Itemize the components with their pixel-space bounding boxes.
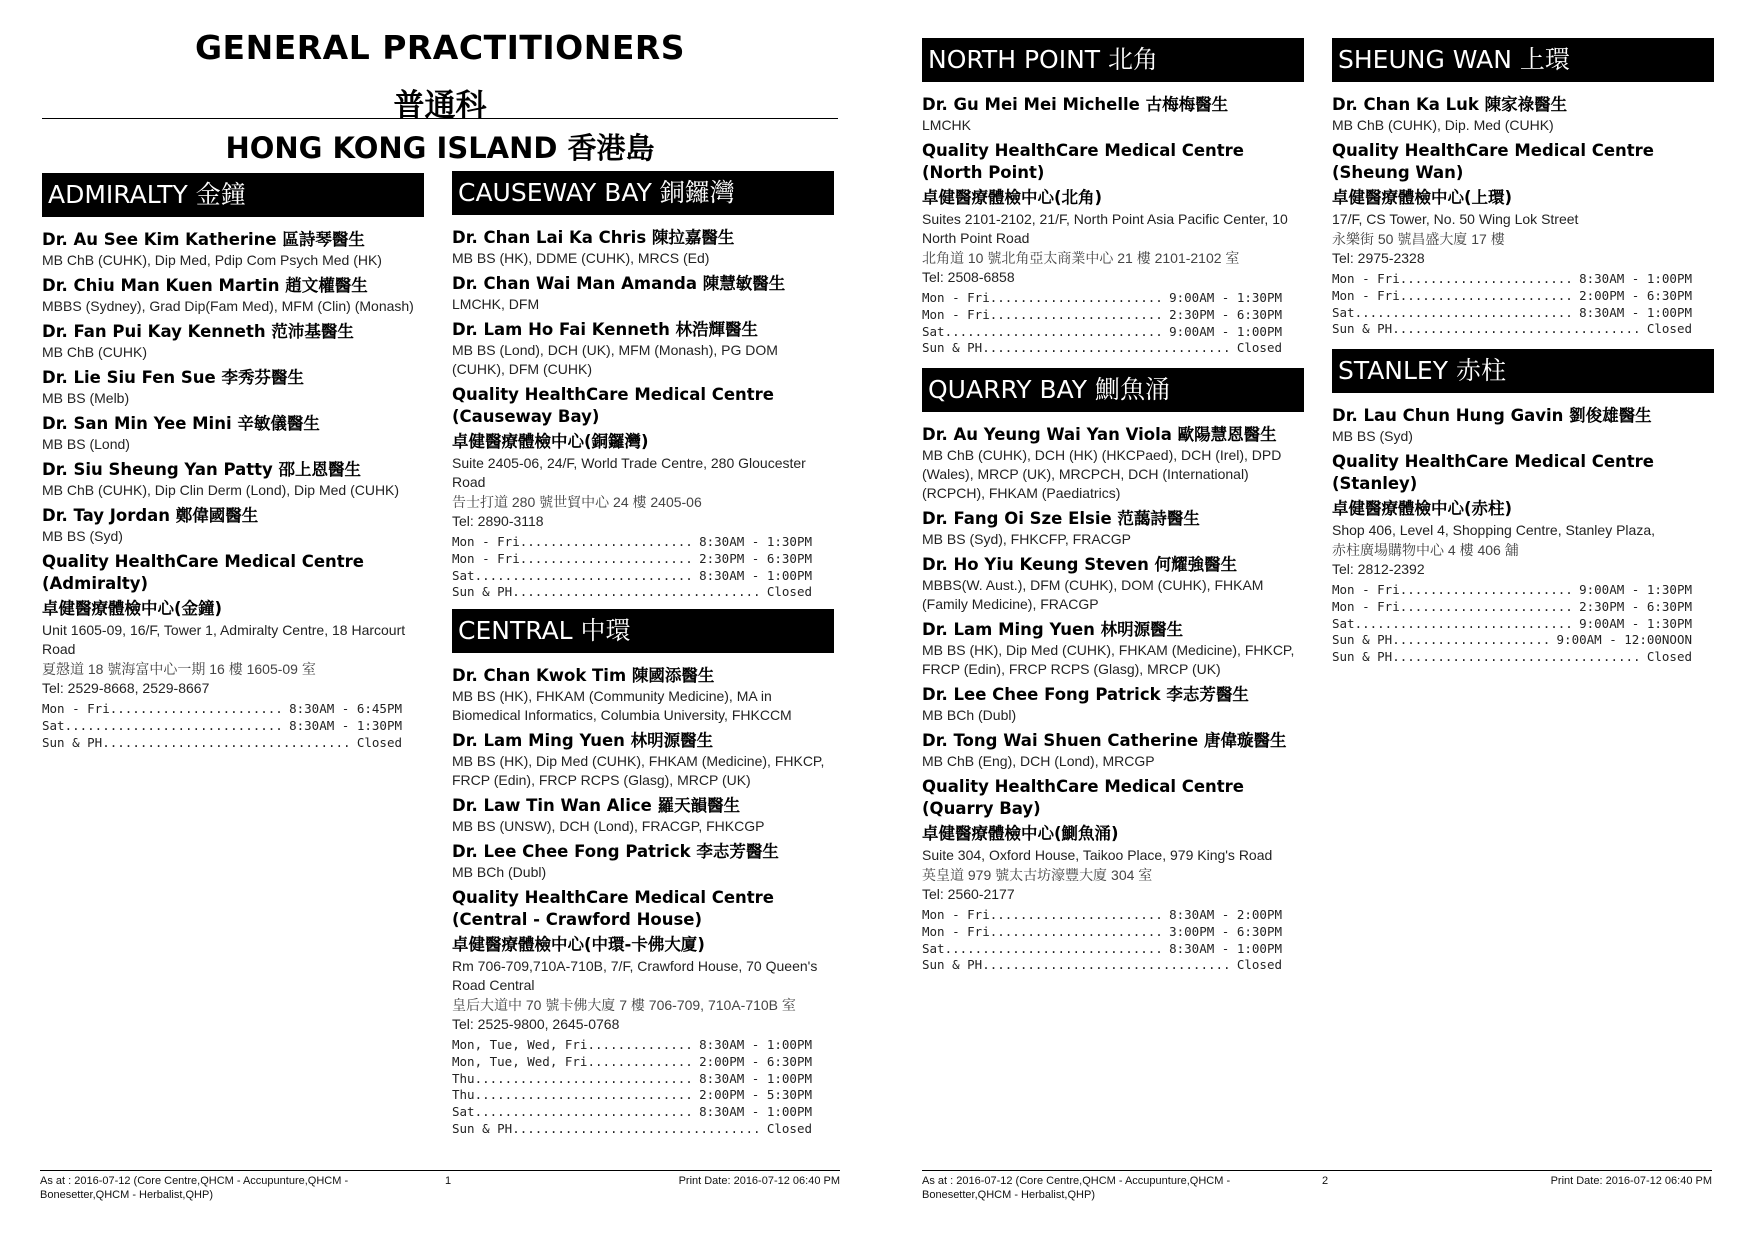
footer-print-date: Print Date: 2016-07-12 06:40 PM xyxy=(1550,1175,1712,1187)
section-admiralty xyxy=(42,173,424,751)
doctor-name: Dr. Lee Chee Fong Patrick 李志芳醫生 xyxy=(922,685,1249,704)
doctor-qualifications: MB ChB (CUHK) xyxy=(42,344,148,360)
hours-leader-dots xyxy=(1400,288,1575,305)
section-north-point xyxy=(922,38,1304,357)
clinic-name: Quality HealthCare Medical Centre (Admiralty) xyxy=(42,552,364,593)
hours-time: Closed xyxy=(766,584,812,600)
hours-day: Mon - Fri xyxy=(922,907,990,922)
hours-row xyxy=(452,1037,812,1054)
clinic-info xyxy=(452,887,834,1138)
doctor-qualifications: MB ChB (CUHK), Dip Clin Derm (Lond), Dip Med (CUHK) xyxy=(42,482,400,498)
doctor-entry xyxy=(922,619,1304,679)
doctor-qualifications: MBBS (Sydney), Grad Dip(Fam Med), MFM (Clin) (Monash) xyxy=(42,298,414,314)
clinic-name: Quality HealthCare Medical Centre (Quarry Bay) xyxy=(922,777,1244,818)
doctor-name: Dr. Au See Kim Katherine 區詩琴醫生 xyxy=(42,230,365,249)
footer-page-number: 1 xyxy=(445,1175,452,1187)
doctor-name: Dr. Tay Jordan 鄭偉國醫生 xyxy=(42,506,259,525)
clinic-address: Unit 1605-09, 16/F, Tower 1, Admiralty Centre, 18 Harcourt Road xyxy=(42,622,406,657)
region-heading: HONG KONG ISLAND 香港島 xyxy=(225,131,655,165)
hours-day: Mon - Fri xyxy=(452,550,520,566)
clinic-name: Quality HealthCare Medical Centre (Central - Crawford House) xyxy=(452,888,774,929)
clinic-telephone: Tel: 2812-2392 xyxy=(1332,561,1425,577)
clinic-address-chinese: 赤柱廣場購物中心 4 樓 406 舖 xyxy=(1332,542,1519,558)
hours-day: Mon - Fri xyxy=(1332,582,1400,597)
hours-time: 2:00PM - 6:30PM xyxy=(1579,287,1692,303)
clinic-address-chinese: 北角道 10 號北角亞太商業中心 21 樓 2101-2102 室 xyxy=(922,250,1240,266)
doctor-entry xyxy=(922,94,1304,135)
hours-row xyxy=(452,584,812,601)
hours-day: Sat xyxy=(922,940,945,956)
doctor-qualifications: MB BCh (Dubl) xyxy=(922,707,1017,723)
hours-leader-dots xyxy=(982,957,1233,974)
hours-row xyxy=(1332,582,1692,599)
opening-hours xyxy=(42,701,424,751)
clinic-telephone: Tel: 2529-8668, 2529-8667 xyxy=(42,680,210,696)
doctor-entry xyxy=(42,413,424,454)
hours-leader-dots xyxy=(982,340,1233,357)
page-title-chinese: 普通科 xyxy=(393,88,487,124)
hours-time: 8:30AM - 1:00PM xyxy=(699,1070,812,1086)
doctor-name: Dr. Au Yeung Wai Yan Viola 歐陽慧恩醫生 xyxy=(922,425,1277,444)
doctor-name: Dr. Law Tin Wan Alice 羅天韻醫生 xyxy=(452,796,741,815)
hours-row xyxy=(452,1054,812,1071)
hours-day: Thu xyxy=(452,1087,475,1103)
hours-row xyxy=(452,551,812,568)
doctor-entry xyxy=(42,505,424,546)
hours-leader-dots xyxy=(945,941,1166,958)
hours-leader-dots xyxy=(1392,632,1552,649)
hours-time: 2:00PM - 5:30PM xyxy=(699,1087,812,1103)
hours-day: Sat xyxy=(42,717,65,733)
hours-time: 8:30AM - 1:00PM xyxy=(699,567,812,583)
doctor-qualifications: MB ChB (CUHK), Dip. Med (CUHK) xyxy=(1332,117,1554,133)
doctor-name: Dr. Lau Chun Hung Gavin 劉俊雄醫生 xyxy=(1332,406,1652,425)
hours-day: Sun & PH xyxy=(1332,649,1393,665)
hours-day: Sat xyxy=(922,323,945,339)
doctor-name: Dr. Chan Ka Luk 陳家祿醫生 xyxy=(1332,95,1568,114)
hours-day: Sun & PH xyxy=(1332,632,1393,648)
doctor-qualifications: MB BS (Lond), DCH (UK), MFM (Monash), PG DOM (CUHK), DFM (CUHK) xyxy=(452,342,778,377)
hours-day: Sun & PH xyxy=(1332,321,1393,337)
doctor-entry xyxy=(452,730,834,790)
hours-row xyxy=(452,534,812,551)
hours-time: Closed xyxy=(1646,321,1692,337)
hours-leader-dots xyxy=(587,1054,695,1071)
doctor-name: Dr. Fang Oi Sze Elsie 范藹詩醫生 xyxy=(922,509,1200,528)
doctor-name: Dr. Tong Wai Shuen Catherine 唐偉璇醫生 xyxy=(922,731,1287,750)
hours-row xyxy=(452,568,812,585)
opening-hours xyxy=(1332,271,1714,338)
hours-row xyxy=(922,290,1282,307)
hours-day: Sat xyxy=(1332,304,1355,320)
doctor-name: Dr. Siu Sheung Yan Patty 邵上恩醫生 xyxy=(42,460,362,479)
doctor-qualifications: MB ChB (Eng), DCH (Lond), MRCGP xyxy=(922,753,1155,769)
hours-time: 9:00AM - 1:30PM xyxy=(1169,290,1282,305)
hours-day: Sat xyxy=(452,567,475,583)
doctor-name: Dr. Lie Siu Fen Sue 李秀芬醫生 xyxy=(42,368,304,387)
doctor-entry xyxy=(452,795,834,836)
doctor-qualifications: MB BS (HK), FHKAM (Community Medicine), MA in Biomedical Informatics, Columbia University, FHKCCM xyxy=(452,688,792,723)
opening-hours xyxy=(922,907,1304,974)
doctor-qualifications: MB BCh (Dubl) xyxy=(452,864,547,880)
doctor-qualifications: MB BS (Syd), FHKCFP, FRACGP xyxy=(922,531,1131,547)
hours-row xyxy=(922,307,1282,324)
doctor-name: Dr. Chan Lai Ka Chris 陳拉嘉醫生 xyxy=(452,228,735,247)
clinic-address: Shop 406, Level 4, Shopping Centre, Stanley Plaza, xyxy=(1332,522,1655,538)
clinic-address-chinese: 告士打道 280 號世貿中心 24 樓 2405-06 xyxy=(452,494,702,510)
clinic-address-chinese: 皇后大道中 70 號卡佛大廈 7 樓 706-709, 710A-710B 室 xyxy=(452,997,796,1013)
hours-leader-dots xyxy=(110,701,285,718)
doctor-entry xyxy=(1332,94,1714,135)
doctor-entry xyxy=(42,275,424,316)
hours-day: Sun & PH xyxy=(452,584,513,600)
hours-time: 9:00AM - 1:30PM xyxy=(1579,582,1692,597)
section-stanley xyxy=(1332,349,1714,666)
hours-day: Thu xyxy=(452,1070,475,1086)
hours-leader-dots xyxy=(512,1121,763,1138)
hours-time: 8:30AM - 1:00PM xyxy=(1579,304,1692,320)
opening-hours xyxy=(452,1037,834,1138)
hours-row xyxy=(452,1121,812,1138)
hours-row xyxy=(452,1071,812,1088)
doctor-qualifications: MB BS (Syd) xyxy=(42,528,123,544)
clinic-telephone: Tel: 2890-3118 xyxy=(452,513,544,529)
section-heading: NORTH POINT 北角 xyxy=(922,38,1304,82)
clinic-address: 17/F, CS Tower, No. 50 Wing Lok Street xyxy=(1332,211,1579,227)
hours-leader-dots xyxy=(587,1037,695,1054)
hours-time: 8:30AM - 1:00PM xyxy=(699,1037,812,1052)
hours-time: 8:30AM - 1:30PM xyxy=(699,534,812,549)
hours-time: 8:30AM - 1:00PM xyxy=(1579,271,1692,286)
doctor-qualifications: MB ChB (CUHK), DCH (HK) (HKCPaed), DCH (Irel), DPD (Wales), MRCP (UK), MRCPCH, DCH (International) (RCPCH), FHKAM (Paediatrics) xyxy=(922,447,1282,501)
clinic-name: Quality HealthCare Medical Centre (Sheung Wan) xyxy=(1332,141,1654,182)
doctor-entry xyxy=(42,321,424,362)
section-heading: STANLEY 赤柱 xyxy=(1332,349,1714,393)
doctor-name: Dr. San Min Yee Mini 辛敏儀醫生 xyxy=(42,414,320,433)
clinic-telephone: Tel: 2975-2328 xyxy=(1332,250,1425,266)
hours-row xyxy=(1332,632,1692,649)
clinic-address: Rm 706-709,710A-710B, 7/F, Crawford House, 70 Queen's Road Central xyxy=(452,958,818,993)
hours-day: Mon - Fri xyxy=(452,534,520,549)
doctor-name: Dr. Lam Ho Fai Kenneth 林浩輝醫生 xyxy=(452,320,759,339)
doctor-name: Dr. Lam Ming Yuen 林明源醫生 xyxy=(452,731,714,750)
doctor-qualifications: MB BS (HK), Dip Med (CUHK), FHKAM (Medicine), FHKCP, FRCP (Edin), FRCP RCPS (Glasg), MRCP (UK) xyxy=(452,753,825,788)
clinic-name: Quality HealthCare Medical Centre (North Point) xyxy=(922,141,1244,182)
doctor-entry xyxy=(922,730,1304,771)
title-divider xyxy=(42,118,838,119)
clinic-info xyxy=(1332,451,1714,666)
doctor-name: Dr. Chiu Man Kuen Martin 趙文權醫生 xyxy=(42,276,368,295)
doctor-entry xyxy=(452,227,834,268)
hours-day: Mon, Tue, Wed, Fri xyxy=(452,1053,588,1069)
hours-day: Sat xyxy=(452,1104,475,1120)
hours-row xyxy=(452,1104,812,1121)
hours-row xyxy=(1332,616,1692,633)
hours-row xyxy=(922,941,1282,958)
section-heading: CENTRAL 中環 xyxy=(452,609,834,653)
doctor-qualifications: MB BS (HK), DDME (CUHK), MRCS (Ed) xyxy=(452,250,710,266)
hours-day: Mon - Fri xyxy=(922,290,990,305)
doctor-name: Dr. Fan Pui Kay Kenneth 范沛基醫生 xyxy=(42,322,354,341)
hours-row xyxy=(1332,305,1692,322)
hours-time: 8:30AM - 1:00PM xyxy=(699,1104,812,1120)
doctor-entry xyxy=(42,367,424,408)
doctor-qualifications: LMCHK xyxy=(922,117,972,133)
hours-leader-dots xyxy=(520,551,695,568)
hours-leader-dots xyxy=(1392,649,1643,666)
clinic-telephone: Tel: 2508-6858 xyxy=(922,269,1015,285)
hours-leader-dots xyxy=(990,290,1165,307)
hours-leader-dots xyxy=(102,735,353,752)
section-heading: CAUSEWAY BAY 銅鑼灣 xyxy=(452,171,834,215)
hours-leader-dots xyxy=(990,907,1165,924)
section-sheung-wan xyxy=(1332,38,1714,338)
hours-leader-dots xyxy=(512,584,763,601)
footer-page-number: 2 xyxy=(1322,1175,1329,1187)
page-footer-right xyxy=(922,1170,1712,1201)
clinic-address: Suite 304, Oxford House, Taikoo Place, 979 King's Road xyxy=(922,847,1273,863)
opening-hours xyxy=(452,534,834,601)
hours-time: Closed xyxy=(1236,957,1282,973)
doctor-qualifications: MBBS(W. Aust.), DFM (CUHK), DOM (CUHK), FHKAM (Family Medicine), FRACGP xyxy=(922,577,1264,612)
hours-time: Closed xyxy=(766,1120,812,1136)
page-footer-left xyxy=(40,1170,840,1201)
doctor-entry xyxy=(452,273,834,314)
doctor-name: Dr. Lam Ming Yuen 林明源醫生 xyxy=(922,620,1184,639)
opening-hours xyxy=(1332,582,1714,666)
footer-print-date: Print Date: 2016-07-12 06:40 PM xyxy=(678,1175,840,1187)
page-title: GENERAL PRACTITIONERS xyxy=(194,28,686,67)
clinic-name-chinese: 卓健醫療體檢中心(金鐘) xyxy=(42,599,223,618)
hours-leader-dots xyxy=(1392,321,1643,338)
clinic-telephone: Tel: 2560-2177 xyxy=(922,886,1015,902)
footer-as-at: As at : 2016-07-12 (Core Centre,QHCM - Accupunture,QHCM - Bonesetter,QHCM - Herbalist,QHP) xyxy=(40,1175,349,1201)
clinic-telephone: Tel: 2525-9800, 2645-0768 xyxy=(452,1016,620,1032)
doctor-qualifications: LMCHK, DFM xyxy=(452,296,540,312)
hours-time: 2:30PM - 6:30PM xyxy=(699,550,812,566)
hours-leader-dots xyxy=(520,534,695,551)
doctor-entry xyxy=(42,459,424,500)
hours-leader-dots xyxy=(1400,271,1575,288)
hours-row xyxy=(922,957,1282,974)
doctor-qualifications: MB BS (UNSW), DCH (Lond), FRACGP, FHKCGP xyxy=(452,818,765,834)
clinic-info xyxy=(452,384,834,601)
hours-row xyxy=(1332,288,1692,305)
section-quarry-bay xyxy=(922,368,1304,974)
doctor-name: Dr. Chan Wai Man Amanda 陳慧敏醫生 xyxy=(452,274,786,293)
hours-row xyxy=(922,924,1282,941)
hours-time: 2:30PM - 6:30PM xyxy=(1169,306,1282,322)
hours-leader-dots xyxy=(990,924,1165,941)
hours-row xyxy=(42,701,402,718)
hours-day: Sun & PH xyxy=(42,734,103,750)
hours-time: Closed xyxy=(1646,649,1692,665)
doctor-entry xyxy=(922,554,1304,614)
hours-day: Sun & PH xyxy=(452,1120,513,1136)
doctor-qualifications: MB BS (HK), Dip Med (CUHK), FHKAM (Medicine), FHKCP, FRCP (Edin), FRCP RCPS (Glasg), MRCP (UK) xyxy=(922,642,1295,677)
clinic-info xyxy=(922,140,1304,357)
doctor-qualifications: MB BS (Melb) xyxy=(42,390,130,406)
doctor-entry xyxy=(452,841,834,882)
hours-day: Mon - Fri xyxy=(1332,598,1400,614)
hours-day: Mon - Fri xyxy=(42,701,110,716)
clinic-address-chinese: 英皇道 979 號太古坊濠豐大廈 304 室 xyxy=(922,867,1153,883)
hours-time: 9:00AM - 1:00PM xyxy=(1169,323,1282,339)
hours-leader-dots xyxy=(475,1087,696,1104)
hours-time: 2:00PM - 6:30PM xyxy=(699,1053,812,1069)
doctor-name: Dr. Gu Mei Mei Michelle 古梅梅醫生 xyxy=(922,95,1229,114)
hours-leader-dots xyxy=(1355,616,1576,633)
hours-time: Closed xyxy=(1236,340,1282,356)
clinic-name-chinese: 卓健醫療體檢中心(中環-卡佛大廈) xyxy=(452,935,705,954)
hours-time: 8:30AM - 1:30PM xyxy=(289,717,402,733)
hours-row xyxy=(922,324,1282,341)
hours-day: Mon - Fri xyxy=(1332,271,1400,286)
hours-time: 8:30AM - 1:00PM xyxy=(1169,940,1282,956)
opening-hours xyxy=(922,290,1304,357)
hours-leader-dots xyxy=(65,718,286,735)
hours-row xyxy=(922,907,1282,924)
hours-leader-dots xyxy=(1400,599,1575,616)
doctor-entry xyxy=(42,229,424,270)
clinic-name-chinese: 卓健醫療體檢中心(銅鑼灣) xyxy=(452,432,649,451)
doctor-entry xyxy=(1332,405,1714,446)
hours-row xyxy=(42,735,402,752)
clinic-name-chinese: 卓健醫療體檢中心(上環) xyxy=(1332,188,1513,207)
doctor-qualifications: MB ChB (CUHK), Dip Med, Pdip Com Psych Med (HK) xyxy=(42,252,382,268)
hours-day: Mon, Tue, Wed, Fri xyxy=(452,1037,588,1052)
section-central xyxy=(452,609,834,1138)
hours-leader-dots xyxy=(945,324,1166,341)
clinic-name: Quality HealthCare Medical Centre (Stanley) xyxy=(1332,452,1654,493)
doctor-qualifications: MB BS (Syd) xyxy=(1332,428,1413,444)
hours-row xyxy=(1332,599,1692,616)
hours-row xyxy=(452,1087,812,1104)
hours-leader-dots xyxy=(1355,305,1576,322)
doctor-entry xyxy=(452,319,834,379)
hours-row xyxy=(1332,271,1692,288)
hours-leader-dots xyxy=(475,1104,696,1121)
doctor-name: Dr. Chan Kwok Tim 陳國添醫生 xyxy=(452,666,715,685)
hours-day: Sat xyxy=(1332,615,1355,631)
hours-row xyxy=(1332,321,1692,338)
hours-leader-dots xyxy=(475,1071,696,1088)
hours-row xyxy=(922,340,1282,357)
hours-time: 8:30AM - 6:45PM xyxy=(289,701,402,716)
clinic-name: Quality HealthCare Medical Centre (Causeway Bay) xyxy=(452,385,774,426)
hours-time: 3:00PM - 6:30PM xyxy=(1169,923,1282,939)
hours-leader-dots xyxy=(990,307,1165,324)
hours-day: Sun & PH xyxy=(922,340,983,356)
hours-leader-dots xyxy=(475,568,696,585)
clinic-address-chinese: 夏慤道 18 號海富中心一期 16 樓 1605-09 室 xyxy=(42,661,316,677)
clinic-address: Suites 2101-2102, 21/F, North Point Asia Pacific Center, 10 North Point Road xyxy=(922,211,1288,246)
clinic-info xyxy=(1332,140,1714,338)
footer-as-at: As at : 2016-07-12 (Core Centre,QHCM - Accupunture,QHCM - Bonesetter,QHCM - Herbalist,QHP) xyxy=(922,1175,1231,1201)
hours-row xyxy=(1332,649,1692,666)
hours-time: 9:00AM - 1:30PM xyxy=(1579,615,1692,631)
hours-day: Mon - Fri xyxy=(922,306,990,322)
doctor-qualifications: MB BS (Lond) xyxy=(42,436,130,452)
doctor-entry xyxy=(922,684,1304,725)
hours-time: Closed xyxy=(356,734,402,750)
doctor-entry xyxy=(452,665,834,725)
hours-day: Mon - Fri xyxy=(1332,287,1400,303)
doctor-entry xyxy=(922,508,1304,549)
clinic-name-chinese: 卓健醫療體檢中心(鰂魚涌) xyxy=(922,824,1119,843)
clinic-name-chinese: 卓健醫療體檢中心(赤柱) xyxy=(1332,499,1513,518)
doctor-name: Dr. Ho Yiu Keung Steven 何耀強醫生 xyxy=(922,555,1238,574)
section-heading: ADMIRALTY 金鐘 xyxy=(42,173,424,217)
hours-day: Mon - Fri xyxy=(922,923,990,939)
hours-time: 8:30AM - 2:00PM xyxy=(1169,907,1282,922)
hours-time: 9:00AM - 12:00NOON xyxy=(1556,632,1692,648)
section-heading: QUARRY BAY 鰂魚涌 xyxy=(922,368,1304,412)
doctor-entry xyxy=(922,424,1304,503)
clinic-info xyxy=(42,551,424,751)
section-causeway-bay xyxy=(452,171,834,601)
hours-time: 2:30PM - 6:30PM xyxy=(1579,598,1692,614)
hours-row xyxy=(42,718,402,735)
doctor-name: Dr. Lee Chee Fong Patrick 李志芳醫生 xyxy=(452,842,779,861)
hours-leader-dots xyxy=(1400,582,1575,599)
clinic-address-chinese: 永樂街 50 號昌盛大廈 17 樓 xyxy=(1332,231,1505,247)
clinic-info xyxy=(922,776,1304,974)
section-heading: SHEUNG WAN 上環 xyxy=(1332,38,1714,82)
clinic-name-chinese: 卓健醫療體檢中心(北角) xyxy=(922,188,1103,207)
hours-day: Sun & PH xyxy=(922,957,983,973)
clinic-address: Suite 2405-06, 24/F, World Trade Centre, 280 Gloucester Road xyxy=(452,455,806,490)
